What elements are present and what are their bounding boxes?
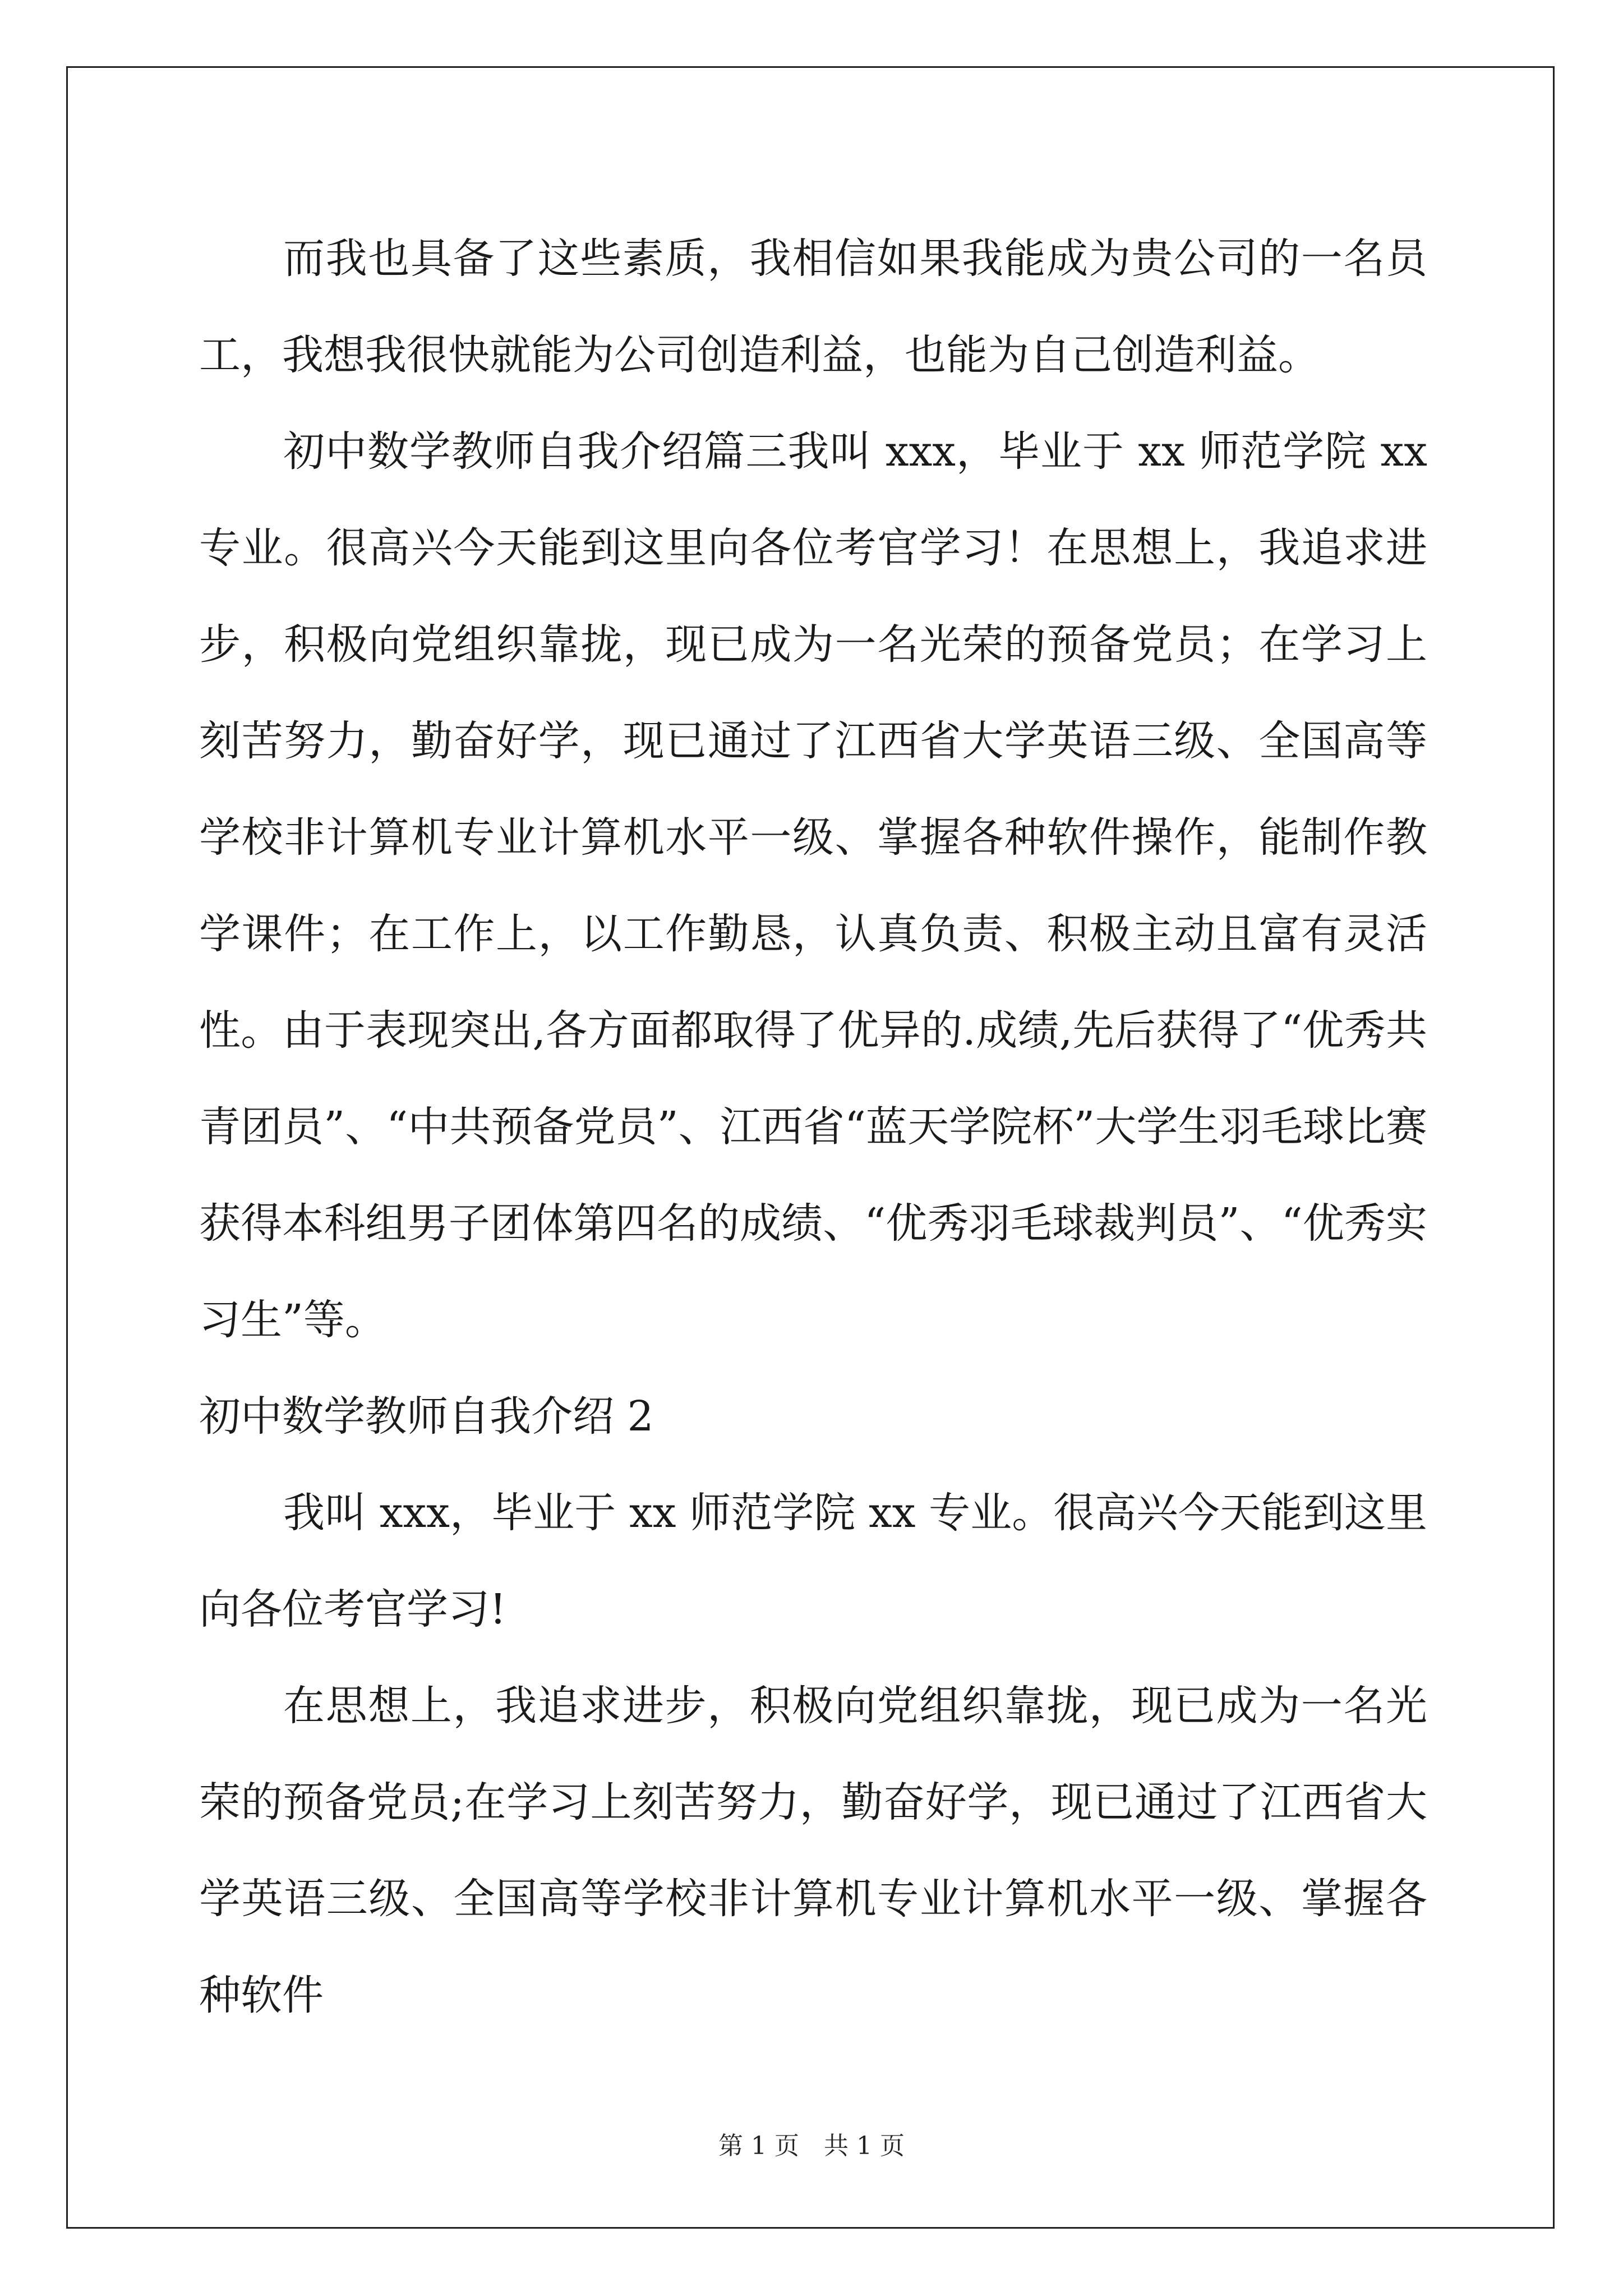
paragraph-ideology-study: 在思想上，我追求进步，积极向党组织靠拢，现已成为一名光荣的预备党员;在学习上刻苦努力，勤奋好学，现已通过了江西省大学英语三级、全国高等学校非计算机专业计算机水平一级、掌握各种软件 <box>199 1682 1427 2019</box>
section-heading-intro-2: 初中数学教师自我介绍 2 <box>199 1392 654 1441</box>
paragraph-qualities: 而我也具备了这些素质，我相信如果我能成为贵公司的一名员工，我想我很快就能为公司创造利益，也能为自己创造利益。 <box>199 234 1427 379</box>
paragraph-self-intro: 我叫 xxx，毕业于 xx 师范学院 xx 专业。很高兴今天能到这里向各位考官学习! <box>199 1489 1427 1634</box>
paragraph-intro-part-three: 初中数学教师自我介绍篇三我叫 xxx，毕业于 xx 师范学院 xx 专业。很高兴今天能到这里向各位考官学习！在思想上，我追求进步，积极向党组织靠拢，现已成为一名光荣的预备党员；在学习上刻苦努力，勤奋好学，现已通过了江西省大学英语三级、全国高等学校非计算机专业计算机水平一级、掌握各种软件操作，能制作教学课件；在工作上，以工作勤恳，认真负责、积极主动且富有灵活性。由于表现突出,各方面都取得了优异的.成绩,先后获得了“优秀共青团员”、“中共预备党员”、江西省“蓝天学院杯”大学生羽毛球比赛获得本科组男子团体第四名的成绩、“优秀羽毛球裁判员”、“优秀实习生”等。 <box>199 427 1427 1344</box>
page-number-footer: 第 1 页 共 1 页 <box>718 2132 905 2160</box>
document-body <box>199 210 1427 2044</box>
